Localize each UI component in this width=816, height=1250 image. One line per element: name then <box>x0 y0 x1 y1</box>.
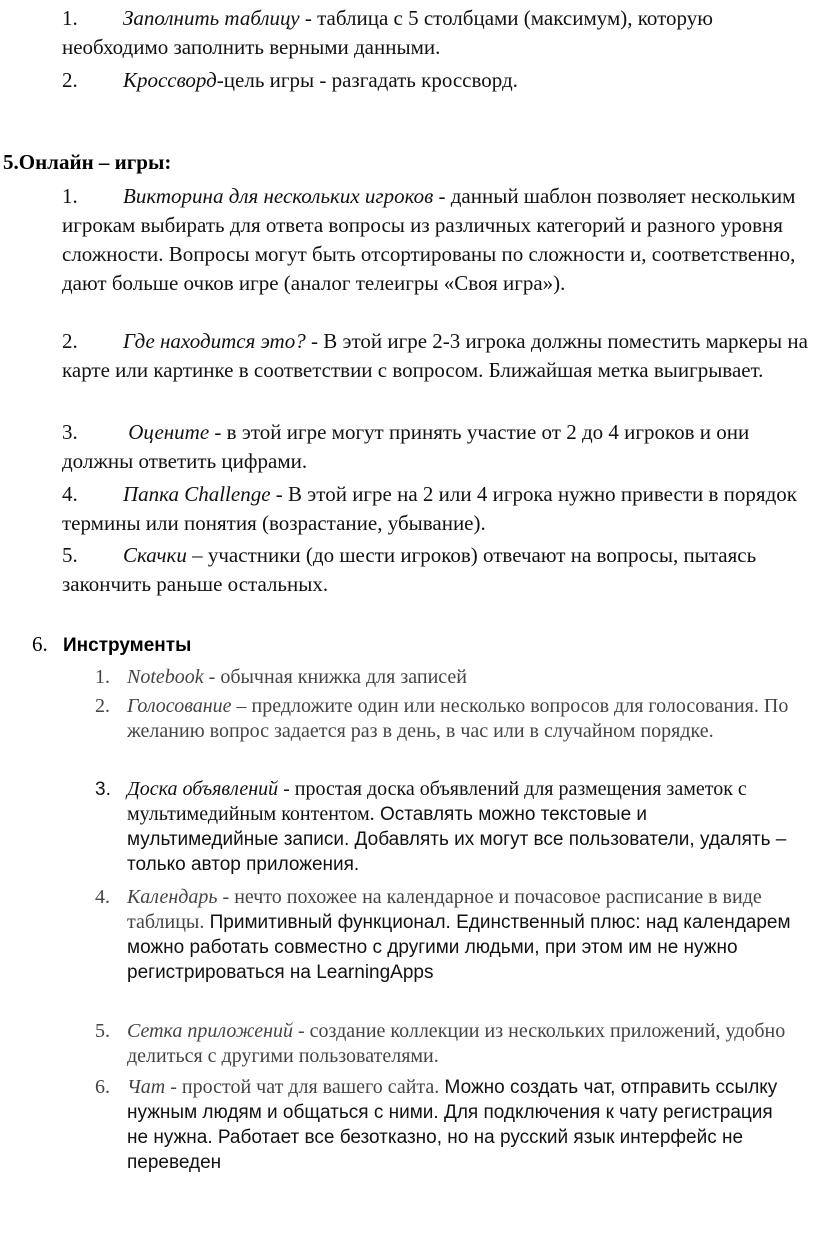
section-6-heading <box>32 630 191 660</box>
item-extra-text: Можно создать чат, отправить ссылку нужным людям и общаться с ними. Для подключения к чату регистрация не нужна. Работает все безотказно, но на русский язык интерфейс не переведен <box>127 1077 778 1173</box>
tool-item-6 <box>95 1075 795 1175</box>
item-text: - обычная книжка для записей <box>203 666 467 688</box>
item-text: - создание коллекции из нескольких приложений, удобно делиться с другими пользователями. <box>127 1020 786 1067</box>
item-number: 6. <box>95 1076 110 1098</box>
section5-item-1 <box>62 182 814 298</box>
item-title: Календарь <box>127 886 218 908</box>
intro-item-2 <box>62 66 814 95</box>
item-number: 3. <box>62 420 78 444</box>
tool-item-3 <box>95 777 795 877</box>
section-5-heading: 5.Онлайн – игры: <box>3 150 172 174</box>
item-number: 2. <box>62 68 78 92</box>
item-text: -цель игры - разгадать кроссворд. <box>216 68 518 92</box>
tool-item-2 <box>95 694 795 744</box>
tool-item-5 <box>95 1019 795 1069</box>
item-text: - В этой игре 2-3 игрока должны поместить маркеры на карте или картинке в соответствии с вопросом. Ближайшая метка выигрывает. <box>62 329 808 382</box>
item-title: Голосование <box>127 695 232 717</box>
item-number: 3. <box>95 779 111 800</box>
item-number: 4. <box>95 886 110 908</box>
item-number: 2. <box>95 695 110 717</box>
item-title: Кроссворд <box>123 68 217 92</box>
item-title: Папка Challenge <box>123 482 271 506</box>
item-text: - таблица с 5 столбцами (максимум), которую необходимо заполнить верными данными. <box>62 6 713 59</box>
item-title: Викторина для нескольких игроков <box>123 184 434 208</box>
item-title: Скачки <box>123 543 187 567</box>
item-number: 5. <box>95 1020 110 1042</box>
intro-item-1 <box>62 4 814 62</box>
item-number: 1. <box>62 184 78 208</box>
item-text: - простой чат для вашего сайта. <box>165 1076 440 1098</box>
section5-item-2 <box>62 327 814 385</box>
item-number: 1. <box>62 6 78 30</box>
item-text: - данный шаблон позволяет нескольким игрокам выбирать для ответа вопросы из различных категорий и разного уровня сложности. Вопросы могут быть отсортированы по сложности и, соответственно, дают больше очков игре (аналог телеигры «Своя игра»). <box>62 184 796 295</box>
section-title: Инструменты <box>63 635 192 656</box>
item-text: - нечто похожее на календарное и почасовое расписание в виде таблицы. <box>127 886 762 933</box>
item-number: 5. <box>62 543 78 567</box>
item-title: Оцените <box>123 420 210 444</box>
item-title: Notebook <box>127 666 204 688</box>
item-text: - в этой игре могут принять участие от 2 до 4 игроков и они должны ответить цифрами. <box>62 420 750 473</box>
tool-item-4 <box>95 885 795 985</box>
section5-item-4 <box>62 480 814 538</box>
item-title: Доска объявлений <box>127 778 279 800</box>
item-number: 2. <box>62 329 78 353</box>
item-title: Сетка приложений <box>127 1020 293 1042</box>
item-text: - простая доска объявлений для размещения заметок с мультимедийным контентом. <box>127 778 747 825</box>
item-title: Чат <box>127 1076 166 1098</box>
item-number: 4. <box>62 482 78 506</box>
section5-item-3 <box>62 418 814 476</box>
section-number: 6. <box>32 632 48 656</box>
item-extra-text: Оставлять можно текстовые и мультимедийные записи. Добавлять их могут все пользователи, удалять – только автор приложения. <box>127 804 787 875</box>
section5-item-5 <box>62 541 814 599</box>
item-number: 1. <box>95 666 110 688</box>
item-text: – участники (до шести игроков) отвечают на вопросы, пытаясь закончить раньше остальных. <box>62 543 757 596</box>
tool-item-1 <box>95 665 795 690</box>
item-title: Где находится это? <box>123 329 306 353</box>
item-extra-text: Примитивный функционал. Единственный плюс: над календарем можно работать совместно с другими людьми, при этом им не нужно регистрироваться на LearningApps <box>127 912 791 983</box>
item-text: – предложите один или несколько вопросов для голосования. По желанию вопрос задается раз в день, в час или в случайном порядке. <box>127 695 789 742</box>
item-text: - В этой игре на 2 или 4 игрока нужно привести в порядок термины или понятия (возрастание, убывание). <box>62 482 797 535</box>
item-title: Заполнить таблицу <box>123 6 300 30</box>
